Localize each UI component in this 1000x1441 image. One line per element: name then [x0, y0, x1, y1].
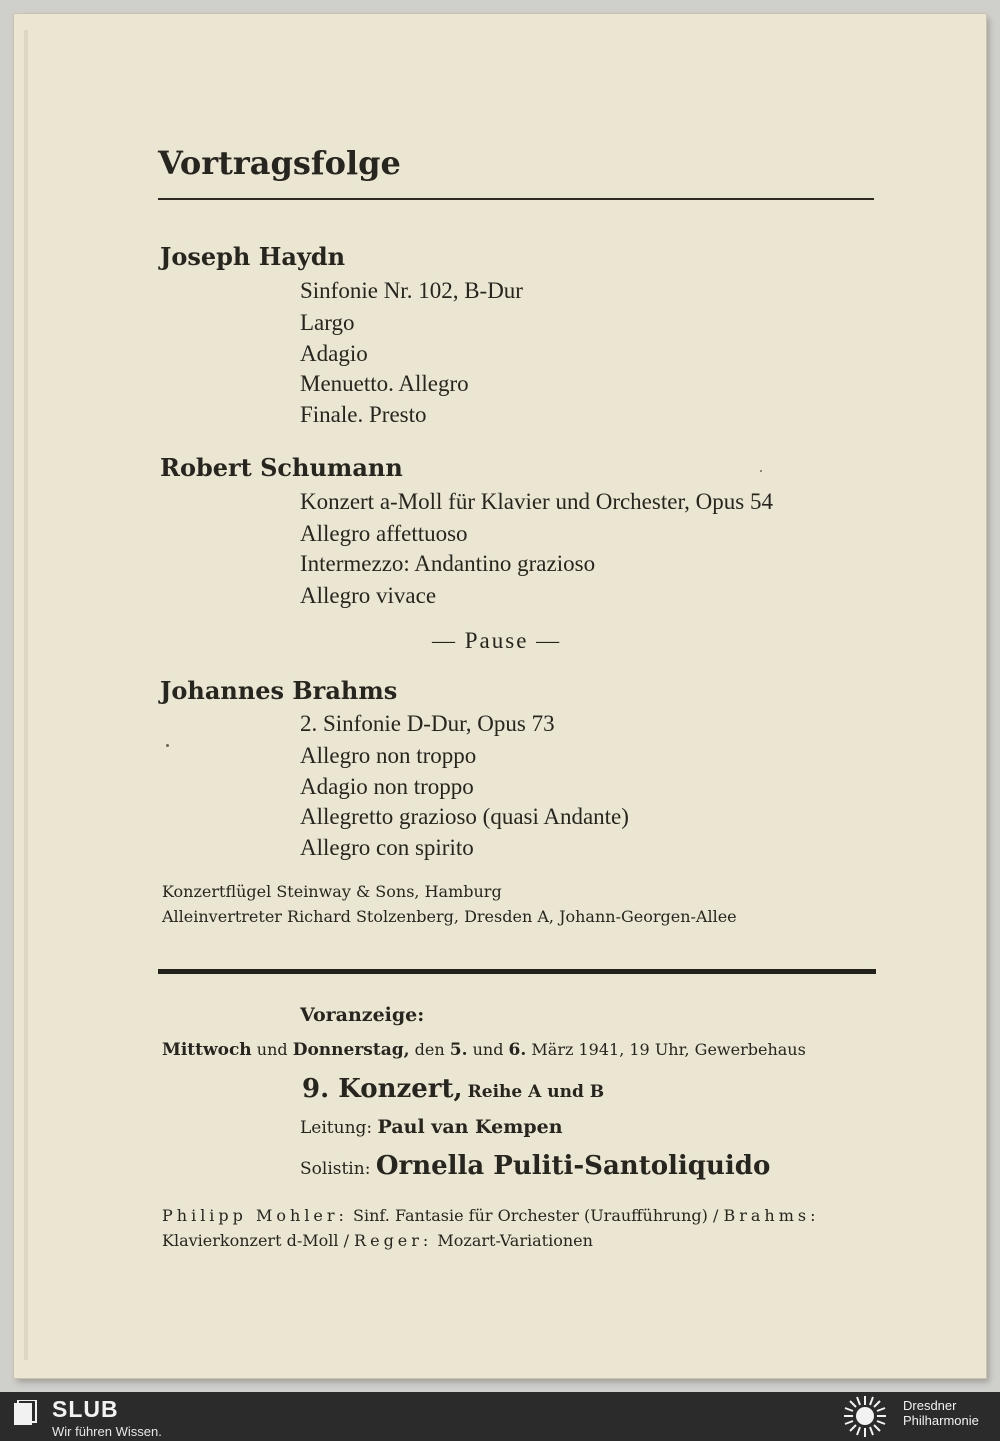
work-line: Allegro vivace: [300, 583, 437, 608]
work-line: Adagio non troppo: [300, 774, 474, 799]
concert-series: Reihe A und B: [467, 1082, 605, 1102]
work-line: Sinfonie Nr. 102, B-Dur: [300, 278, 523, 303]
conjunction: und: [256, 1040, 288, 1059]
conductor-name: Paul van Kempen: [377, 1116, 563, 1138]
work-line: Allegro non troppo: [300, 743, 477, 768]
weekday-1: Mittwoch: [162, 1040, 252, 1060]
weekday-2: Donnerstag,: [292, 1040, 410, 1060]
program-work: Sinf. Fantasie für Orchester (Uraufführung) /: [353, 1206, 719, 1225]
announcement-program-line2: [162, 1231, 593, 1250]
soloist-label: Solistin:: [300, 1159, 371, 1179]
concert-title: [302, 1074, 604, 1104]
conductor-label: Leitung:: [300, 1118, 373, 1138]
composer-schumann: Robert Schumann: [160, 453, 403, 482]
conjunction: und: [472, 1040, 504, 1059]
conductor-line: [300, 1116, 563, 1138]
philharmonie-logo-icon[interactable]: [840, 1392, 890, 1441]
program-work: Mozart-Variationen: [437, 1231, 593, 1250]
slub-tagline: Wir führen Wissen.: [52, 1424, 162, 1439]
work-line: Allegro con spirito: [300, 835, 474, 860]
soloist-line: [300, 1151, 770, 1181]
work-line: Allegretto grazioso (quasi Andante): [300, 804, 629, 829]
work-line: Adagio: [300, 341, 368, 366]
program-composer: Reger:: [354, 1231, 433, 1250]
composer-brahms: Johannes Brahms: [160, 676, 398, 705]
program-composer: Philipp Mohler:: [162, 1206, 348, 1225]
program-work: Klavierkonzert d-Moll /: [162, 1231, 349, 1250]
concert-number: 9. Konzert,: [302, 1074, 463, 1104]
page-edge: [24, 30, 28, 1360]
announcement-label: Voranzeige:: [300, 1004, 425, 1026]
date-day-1: 5.: [449, 1040, 468, 1060]
work-line: Finale. Presto: [300, 402, 427, 427]
section-rule: [158, 969, 876, 974]
partner-name-line1[interactable]: Dresdner: [903, 1398, 957, 1413]
heading-rule: [158, 198, 874, 200]
soloist-name: Ornella Puliti-Santoliquido: [375, 1151, 771, 1181]
composer-haydn: Joseph Haydn: [160, 242, 346, 271]
work-line: Konzert a-Moll für Klavier und Orchester, Opus 54: [300, 489, 773, 514]
slub-name[interactable]: SLUB: [52, 1396, 119, 1422]
paper-speck: [760, 470, 762, 472]
paper-speck: [166, 744, 169, 747]
program-composer: Brahms:: [723, 1206, 820, 1225]
piano-note-line1: Konzertflügel Steinway & Sons, Hamburg: [162, 882, 502, 901]
announcement-date: [162, 1040, 806, 1060]
work-line: Largo: [300, 310, 355, 335]
slub-logo-icon[interactable]: [12, 1400, 38, 1426]
work-line: Intermezzo: Andantino grazioso: [300, 551, 596, 576]
date-rest: März 1941, 19 Uhr, Gewerbehaus: [531, 1040, 806, 1059]
pause-label: — Pause —: [432, 628, 562, 653]
partner-name-line2[interactable]: Philharmonie: [903, 1413, 979, 1428]
article: den: [414, 1040, 445, 1059]
footer-bar: [0, 1392, 1000, 1441]
piano-note-line2: Alleinvertreter Richard Stolzenberg, Dresden A, Johann-Georgen-Allee: [162, 907, 737, 926]
page-title: Vortragsfolge: [158, 144, 401, 182]
date-day-2: 6.: [508, 1040, 527, 1060]
announcement-program-line1: [162, 1206, 820, 1225]
work-line: 2. Sinfonie D-Dur, Opus 73: [300, 711, 555, 736]
work-line: Allegro affettuoso: [300, 521, 468, 546]
work-line: Menuetto. Allegro: [300, 371, 469, 396]
